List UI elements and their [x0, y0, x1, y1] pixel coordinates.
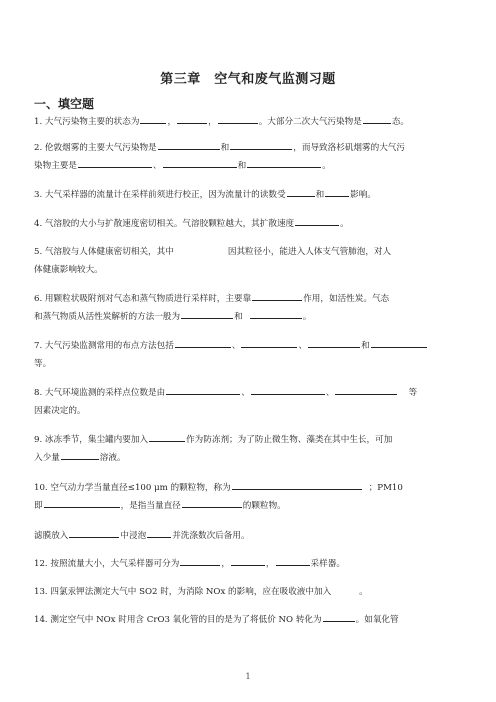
question-8 — [34, 384, 464, 420]
blank[interactable] — [140, 113, 166, 124]
question-4 — [34, 215, 464, 233]
question-text: ；PM10 — [368, 483, 403, 493]
question-text: 、 — [231, 341, 241, 351]
blank[interactable] — [78, 157, 152, 168]
question-1 — [34, 113, 464, 131]
question-text: 并洗涤数次后备用。 — [172, 531, 250, 541]
blank[interactable] — [149, 431, 185, 442]
question-text: 8. 大气环境监测的采样点位数是由 — [34, 388, 166, 398]
blank[interactable] — [175, 337, 231, 348]
blank[interactable] — [218, 113, 258, 124]
question-11-fragment — [34, 527, 464, 545]
question-text: 、 — [241, 388, 250, 398]
blank[interactable] — [44, 497, 120, 508]
question-text: 和蒸气物质从活性炭解析的方法一般为 — [34, 312, 181, 322]
question-text: 和 — [237, 161, 247, 171]
question-text: 和 — [315, 190, 325, 200]
question-text: 12. 按照流量大小，大气采样器可分为 — [34, 559, 180, 569]
question-text: 和 — [220, 143, 230, 153]
blank[interactable] — [363, 113, 391, 124]
question-text: 5. 气溶胶与人体健康密切相关，其中 — [34, 247, 174, 257]
blank[interactable] — [247, 157, 321, 168]
blank[interactable] — [241, 337, 297, 348]
question-text: ， — [167, 117, 177, 127]
question-text: 作为防冻剂；为了防止微生物、藻类在其中生长，可加 — [186, 435, 393, 445]
question-text: 9. 冰冻季节，集尘罐内要加入 — [34, 435, 149, 445]
blank[interactable] — [323, 611, 355, 622]
page-number: 1 — [245, 672, 251, 681]
question-text: 影响。 — [350, 190, 376, 200]
blank[interactable] — [180, 555, 220, 566]
blank[interactable] — [232, 479, 362, 490]
question-2 — [34, 139, 464, 175]
question-text: 等。 — [34, 359, 52, 369]
question-text: 。如氧化管 — [355, 615, 399, 625]
question-text: ， — [208, 117, 217, 127]
blank[interactable] — [69, 527, 119, 538]
blank[interactable] — [251, 384, 325, 395]
question-text: 4. 气溶胶的大小与扩散速度密切相关。气溶胶颗粒越大，其扩散速度 — [34, 219, 295, 229]
question-text: 、 — [298, 341, 308, 351]
blank[interactable] — [182, 497, 242, 508]
blank[interactable] — [231, 555, 265, 566]
question-text: 。 — [302, 312, 312, 322]
question-13 — [34, 583, 464, 601]
blank[interactable] — [163, 157, 237, 168]
question-text: 溶液。 — [99, 453, 126, 463]
question-text: 7. 大气污染监测常用的布点方法包括 — [34, 341, 174, 351]
blank[interactable] — [371, 337, 427, 348]
question-text: ， — [265, 559, 275, 569]
question-text: 13. 四氯汞钾法测定大气中 SO2 时，为消除 NOx 的影响，应在吸收液中加入 — [34, 587, 332, 597]
question-14 — [34, 611, 464, 629]
blank[interactable] — [230, 139, 292, 150]
blank[interactable] — [158, 139, 220, 150]
question-text: 和 — [361, 341, 370, 351]
blank[interactable] — [287, 186, 315, 197]
question-text: 滤膜放入 — [34, 531, 69, 541]
question-text: ， — [221, 559, 230, 569]
question-9 — [34, 431, 464, 467]
question-text: 即 — [34, 501, 43, 511]
question-12 — [34, 555, 464, 573]
question-text: 和 — [234, 312, 243, 322]
blank[interactable] — [177, 113, 207, 124]
question-6 — [34, 290, 464, 326]
question-text: 。大部分二次大气污染物是 — [258, 117, 362, 127]
blank[interactable] — [147, 527, 171, 538]
question-text: 中浸泡 — [120, 531, 147, 541]
blank[interactable] — [61, 449, 99, 460]
blank[interactable] — [335, 384, 397, 395]
question-text: ，是指当量直径 — [120, 501, 181, 511]
blank[interactable] — [166, 384, 240, 395]
question-text: 2. 伦敦烟雾的主要大气污染物是 — [34, 143, 157, 153]
question-text: 、 — [152, 161, 162, 171]
question-text: ，而导致洛杉矶烟雾的大气污 — [293, 143, 405, 153]
question-text: 3. 大气采样器的流量计在采样前须进行校正，因为流量计的读数受 — [34, 190, 286, 200]
blank[interactable] — [308, 337, 360, 348]
question-text: 。 — [359, 587, 368, 597]
question-text: 因素决定的。 — [34, 406, 86, 416]
blank[interactable] — [295, 215, 339, 226]
question-text: 的颗粒物。 — [242, 501, 286, 511]
question-text: 染物主要是 — [34, 161, 77, 171]
section-heading: 一、填空题 — [34, 97, 95, 111]
blank[interactable] — [181, 308, 233, 319]
question-text: 、 — [325, 388, 335, 398]
question-3 — [34, 186, 464, 204]
question-text: 作用，如活性炭。气态 — [303, 294, 390, 304]
page-title: 第三章 空气和废气监测习题 — [160, 72, 336, 87]
question-text: 态。 — [391, 117, 410, 127]
blank[interactable] — [276, 555, 310, 566]
question-5 — [34, 243, 464, 279]
blank[interactable] — [325, 186, 349, 197]
question-text: 14. 测定空气中 NOx 时用含 CrO3 氧化管的目的是为了将低价 NO 转化为 — [34, 615, 322, 625]
question-text: 。 — [340, 219, 349, 229]
question-text: 体健康影响较大。 — [34, 265, 103, 275]
question-text: 等 — [408, 388, 418, 398]
question-text: 入少量 — [34, 453, 60, 463]
question-text: 1. 大气污染物主要的状态为 — [34, 117, 140, 127]
blank[interactable] — [252, 290, 302, 301]
question-7 — [34, 337, 464, 373]
question-text: 6. 用颗粒状吸附剂对气态和蒸气物质进行采样时，主要靠 — [34, 294, 252, 304]
question-10 — [34, 479, 464, 515]
blank[interactable] — [250, 308, 302, 319]
question-text: 因其粒径小，能进入人体支气管肺泡，对人 — [227, 247, 392, 257]
question-text: 采样器。 — [310, 559, 345, 569]
question-text: 10. 空气动力学当量直径≤100 μm 的颗粒物，称为 — [34, 483, 231, 493]
question-text: 。 — [322, 161, 331, 171]
